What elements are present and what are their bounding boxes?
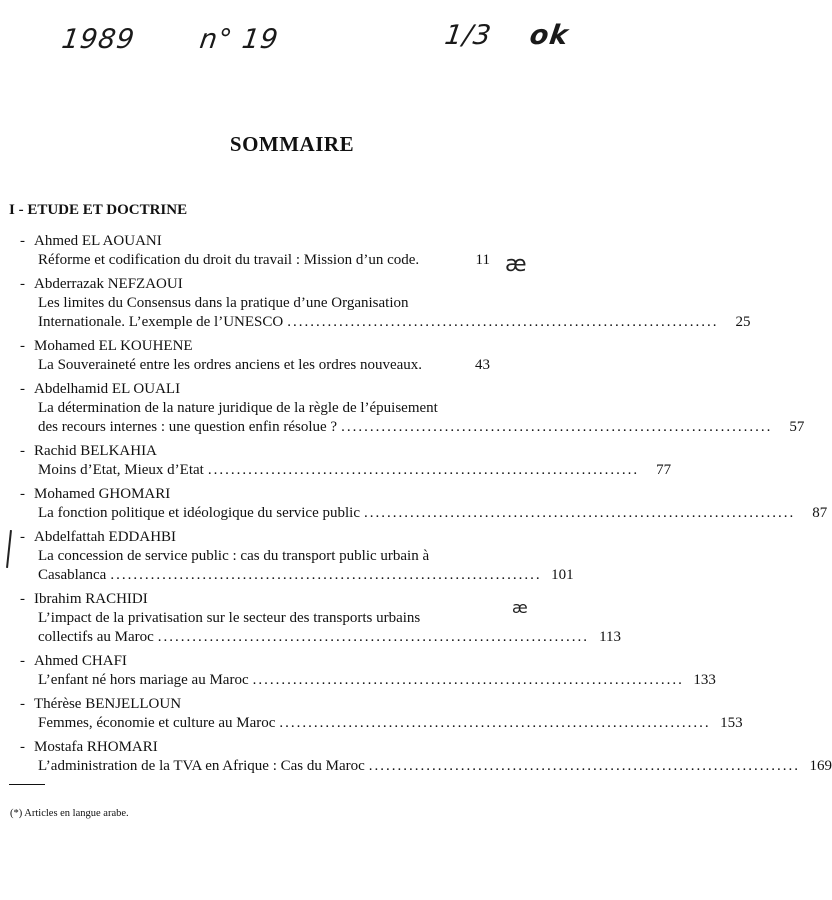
handwritten-bracket bbox=[6, 530, 12, 568]
entry-author: - Ibrahim RACHIDI bbox=[20, 591, 148, 607]
toc-entry bbox=[20, 275, 751, 332]
entry-title-line: Les limites du Consensus dans la pratique d’une Organisation bbox=[38, 295, 409, 311]
handwritten-fraction: 1/3 bbox=[442, 20, 494, 51]
entry-author: - Abdelhamid EL OUALI bbox=[20, 381, 181, 397]
entry-page-number: 57 bbox=[789, 419, 805, 435]
entry-author: - Rachid BELKAHIA bbox=[20, 443, 157, 459]
toc-entry bbox=[20, 380, 805, 437]
toc-entry bbox=[20, 652, 716, 690]
footnote: (*) Articles en langue arabe. bbox=[10, 808, 129, 819]
entry-title-line: L’administration de la TVA en Afrique : Cas du Maroc ........................................................................... 169 bbox=[38, 758, 832, 774]
entry-page-number: 101 bbox=[551, 567, 574, 583]
entry-title-line: Réforme et codification du droit du travail : Mission d’un code. 11 bbox=[38, 252, 490, 268]
entry-page-number: 77 bbox=[656, 462, 672, 478]
entry-title-line: des recours internes : une question enfin résolue ? ........................................................................... 57 bbox=[38, 419, 805, 435]
entry-author: - Mohamed EL KOUHENE bbox=[20, 338, 193, 354]
toc-entry bbox=[20, 485, 828, 523]
entry-title-line: collectifs au Maroc ........................................................................... 113 bbox=[38, 629, 622, 645]
entry-title-line: Internationale. L’exemple de l’UNESCO ........................................................................... 25 bbox=[38, 314, 751, 330]
entry-page-number: 153 bbox=[720, 715, 743, 731]
entry-title-line: L’impact de la privatisation sur le secteur des transports urbains bbox=[38, 610, 421, 626]
page-title: SOMMAIRE bbox=[229, 132, 355, 156]
toc-entry bbox=[20, 695, 743, 733]
entry-author: - Thérèse BENJELLOUN bbox=[20, 696, 182, 712]
toc-entry bbox=[20, 590, 622, 647]
entry-title-line: La concession de service public : cas du transport public urbain à bbox=[38, 548, 430, 564]
entry-author: - Ahmed EL AOUANI bbox=[20, 233, 162, 249]
entry-title-line: Femmes, économie et culture au Maroc ........................................................................... 153 bbox=[38, 715, 743, 731]
toc-entry bbox=[20, 528, 574, 585]
toc-entry bbox=[20, 232, 490, 270]
toc-entry bbox=[20, 337, 490, 375]
entry-page-number: 133 bbox=[693, 672, 716, 688]
toc-entry bbox=[20, 738, 832, 776]
footnote-rule bbox=[9, 784, 45, 785]
handwritten-annotation: æ bbox=[505, 252, 527, 277]
entry-title-line: La fonction politique et idéologique du service public ........................................................................... 87 bbox=[38, 505, 828, 521]
entry-page-number: 43 bbox=[475, 357, 490, 373]
entry-title-line: Moins d’Etat, Mieux d’Etat ........................................................................... 77 bbox=[38, 462, 672, 478]
entry-author: - Abdelfattah EDDAHBI bbox=[20, 529, 177, 545]
entry-page-number: 169 bbox=[809, 758, 832, 774]
handwritten-year: 1989 bbox=[59, 24, 137, 55]
entry-author: - Abderrazak NEFZAOUI bbox=[20, 276, 183, 292]
entry-title-line: La Souveraineté entre les ordres anciens et les ordres nouveaux. 43 bbox=[38, 357, 490, 373]
handwritten-ok: ok bbox=[527, 20, 571, 51]
entry-page-number: 113 bbox=[599, 629, 622, 645]
section-heading: I - ETUDE ET DOCTRINE bbox=[9, 202, 188, 218]
entry-author: - Mostafa RHOMARI bbox=[20, 739, 158, 755]
handwritten-check-mark: æ bbox=[512, 598, 528, 617]
entry-page-number: 11 bbox=[475, 252, 490, 268]
entry-title-line: La détermination de la nature juridique de la règle de l’épuisement bbox=[38, 400, 438, 416]
toc-entry bbox=[20, 442, 672, 480]
table-of-contents bbox=[20, 232, 832, 781]
entry-title-line: Casablanca ........................................................................... 101 bbox=[38, 567, 574, 583]
entry-author: - Mohamed GHOMARI bbox=[20, 486, 171, 502]
handwritten-issue-number: n° 19 bbox=[197, 24, 281, 55]
entry-author: - Ahmed CHAFI bbox=[20, 653, 127, 669]
entry-page-number: 25 bbox=[735, 314, 751, 330]
entry-page-number: 87 bbox=[812, 505, 828, 521]
entry-title-line: L’enfant né hors mariage au Maroc ........................................................................... 133 bbox=[38, 672, 716, 688]
